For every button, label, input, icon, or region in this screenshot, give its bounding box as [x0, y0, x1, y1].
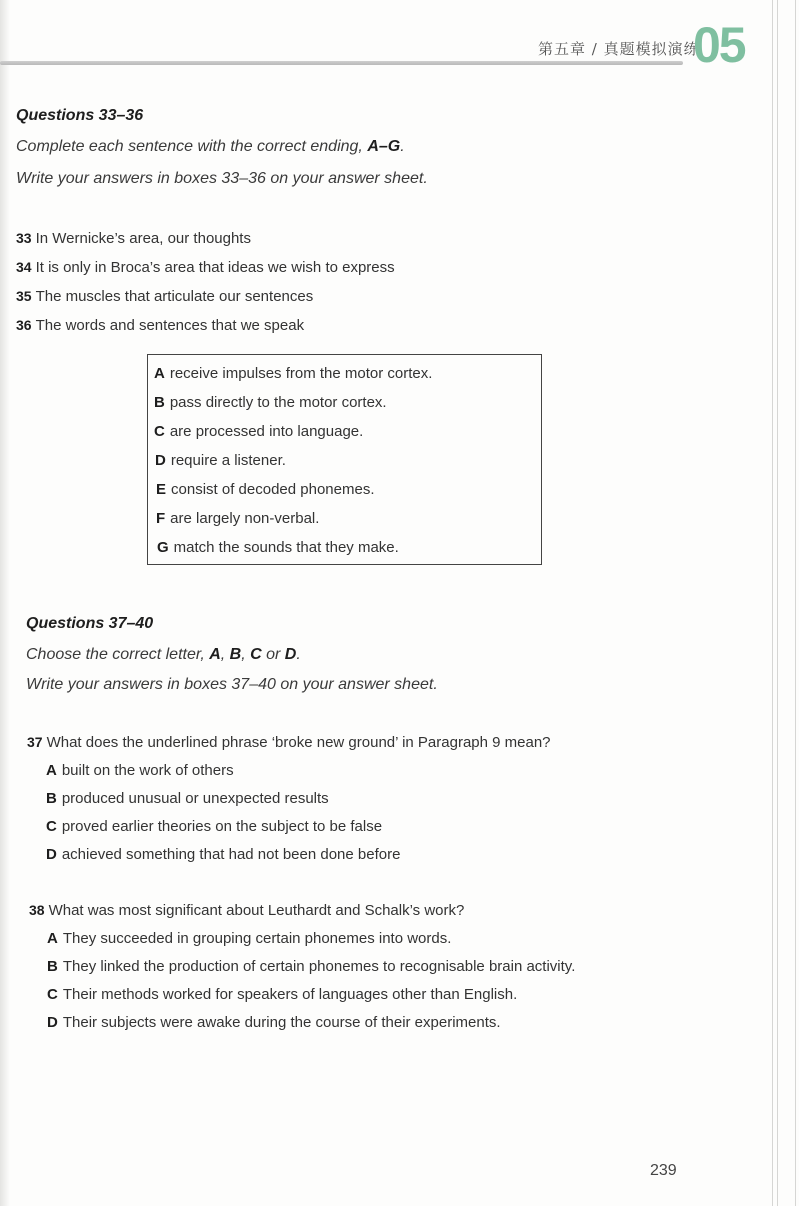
page-gutter-shadow — [0, 0, 10, 1206]
option-38-c — [47, 986, 517, 1003]
ending-a — [154, 365, 432, 382]
ending-g — [157, 539, 399, 556]
option-38-b — [47, 958, 575, 975]
option-37-c — [46, 818, 382, 835]
option-letter: B — [47, 958, 58, 975]
option-letter: D — [46, 846, 57, 863]
option-letter-d: D — [284, 646, 297, 663]
header-rule — [0, 61, 683, 65]
option-letter: D — [47, 1014, 58, 1031]
question-text: In Wernicke’s area, our thoughts — [35, 230, 251, 247]
option-38-d — [47, 1014, 501, 1031]
ending-letter: D — [155, 452, 166, 469]
instruction-choose-letter — [26, 646, 301, 664]
question-number: 33 — [16, 230, 32, 246]
ending-text: require a listener. — [170, 452, 286, 469]
ending-text: are processed into language. — [169, 423, 364, 440]
question-text: It is only in Broca’s area that ideas we wish to express — [35, 259, 395, 276]
question-number: 38 — [29, 902, 45, 918]
ending-letter: B — [154, 394, 165, 411]
question-36 — [16, 317, 304, 334]
question-text: What was most significant about Leuthardt and Schalk’s work? — [48, 902, 465, 919]
ending-text: pass directly to the motor cortex. — [169, 394, 387, 411]
separator: , — [220, 646, 230, 663]
option-letter-a: A — [209, 646, 221, 663]
ending-e — [156, 481, 374, 498]
option-text: achieved something that had not been done before — [61, 846, 401, 863]
ending-f — [156, 510, 319, 527]
separator: or — [261, 646, 285, 663]
option-letter-b: B — [229, 646, 242, 663]
question-number: 34 — [16, 259, 32, 275]
question-number: 35 — [16, 288, 32, 304]
question-33 — [16, 230, 251, 247]
section-title-37-40: Questions 37–40 — [26, 615, 154, 632]
section-title-33-36: Questions 33–36 — [16, 107, 144, 124]
ending-b — [154, 394, 387, 411]
option-37-a — [46, 762, 234, 779]
chapter-label: 第五章 / 真题模拟演练 — [538, 40, 700, 58]
option-letter: B — [46, 790, 57, 807]
question-number: 36 — [16, 317, 32, 333]
option-letter: C — [46, 818, 57, 835]
option-38-a — [47, 930, 451, 947]
ending-c — [154, 423, 363, 440]
ending-letter: G — [157, 539, 169, 556]
page-number: 239 — [650, 1162, 677, 1179]
instruction-text: Complete each sentence with the correct ending, — [16, 138, 368, 155]
ending-letter: A — [154, 365, 165, 382]
option-text: Their subjects were awake during the course of their experiments. — [62, 1014, 501, 1031]
question-number: 37 — [27, 734, 43, 750]
option-text: built on the work of others — [61, 762, 234, 779]
instruction-answer-boxes: Write your answers in boxes 33–36 on your answer sheet. — [16, 170, 428, 187]
option-37-d — [46, 846, 400, 863]
option-37-b — [46, 790, 329, 807]
ending-text: are largely non-verbal. — [170, 510, 320, 527]
question-38 — [29, 902, 464, 919]
question-text: The words and sentences that we speak — [35, 317, 305, 334]
instruction-range: A–G — [367, 138, 401, 155]
chapter-number: 05 — [693, 17, 745, 73]
ending-letter: F — [156, 510, 166, 527]
option-text: They linked the production of certain phonemes to recognisable brain activity. — [62, 958, 576, 975]
instruction-punct: . — [400, 138, 405, 155]
instruction-text: Choose the correct letter, — [26, 646, 210, 663]
ending-letter: E — [156, 481, 167, 498]
question-37 — [27, 734, 551, 751]
page-edge-line — [795, 0, 796, 1206]
option-letter-c: C — [250, 646, 262, 663]
question-text: The muscles that articulate our sentences — [35, 288, 314, 305]
option-text: They succeeded in grouping certain phonemes into words. — [62, 930, 452, 947]
option-letter: A — [47, 930, 58, 947]
separator: , — [241, 646, 251, 663]
ending-text: consist of decoded phonemes. — [171, 481, 375, 498]
page-edge-line — [772, 0, 773, 1206]
option-text: Their methods worked for speakers of languages other than English. — [62, 986, 518, 1003]
question-34 — [16, 259, 395, 276]
ending-text: receive impulses from the motor cortex. — [169, 365, 433, 382]
ending-d — [155, 452, 286, 469]
page-edge-line — [777, 0, 778, 1206]
question-35 — [16, 288, 313, 305]
instruction-answer-boxes: Write your answers in boxes 37–40 on your answer sheet. — [26, 676, 438, 693]
option-letter: C — [47, 986, 58, 1003]
instruction-complete-sentence — [16, 138, 405, 156]
ending-text: match the sounds that they make. — [173, 539, 399, 556]
ending-letter: C — [154, 423, 165, 440]
option-letter: A — [46, 762, 57, 779]
instruction-punct: . — [296, 646, 301, 663]
question-text: What does the underlined phrase ‘broke new ground’ in Paragraph 9 mean? — [46, 734, 551, 751]
option-text: proved earlier theories on the subject to be false — [61, 818, 383, 835]
option-text: produced unusual or unexpected results — [61, 790, 329, 807]
